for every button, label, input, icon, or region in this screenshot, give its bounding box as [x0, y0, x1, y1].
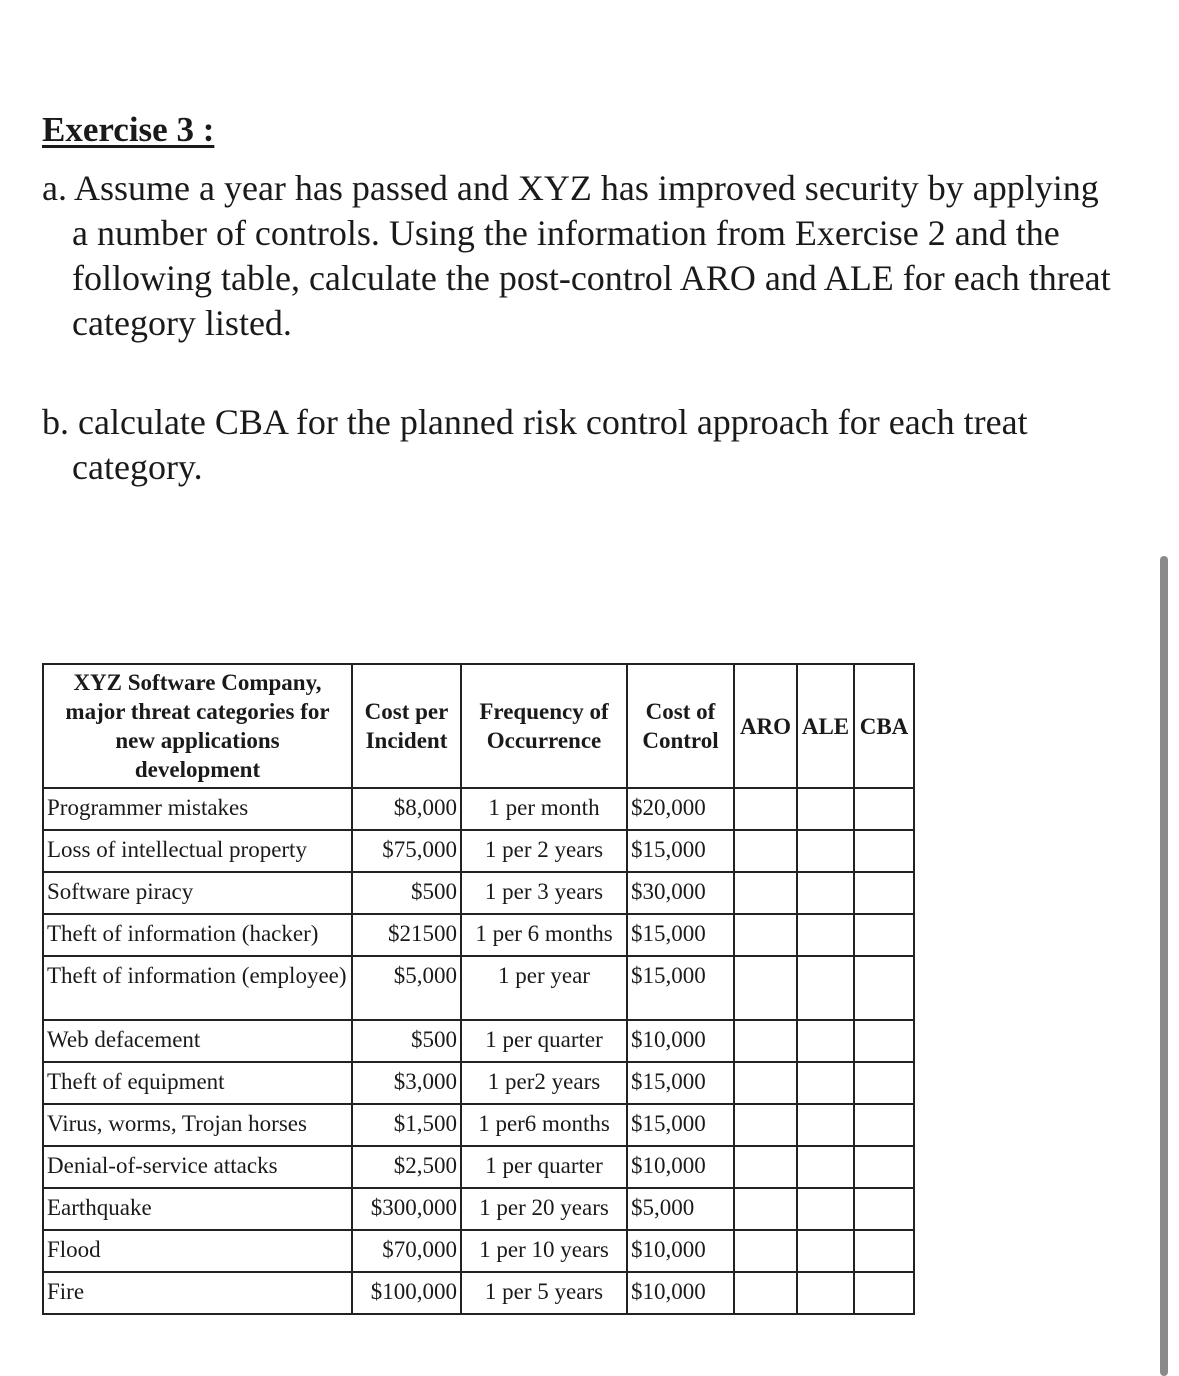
- ale-cell: [797, 788, 854, 830]
- header-cost-line-2: Incident: [365, 728, 448, 753]
- aro-cell: [734, 1272, 797, 1314]
- ale-cell: [797, 1272, 854, 1314]
- cost-cell: $70,000: [352, 1230, 461, 1272]
- threat-cell: Theft of information (hacker): [43, 914, 352, 956]
- exercise-title: Exercise 3 :: [42, 110, 215, 149]
- header-threat-line-4: development: [134, 757, 261, 782]
- ale-cell: [797, 1188, 854, 1230]
- control-cost-cell: $15,000: [627, 914, 734, 956]
- threat-cell: Theft of equipment: [43, 1062, 352, 1104]
- cost-cell: $5,000: [352, 956, 461, 1020]
- threat-table: [42, 663, 915, 1315]
- cost-cell: $3,000: [352, 1062, 461, 1104]
- table-row: [43, 1188, 914, 1230]
- cost-cell: $8,000: [352, 788, 461, 830]
- header-freq-line-1: Frequency of: [479, 699, 609, 724]
- aro-cell: [734, 1062, 797, 1104]
- cba-cell: [854, 1104, 914, 1146]
- aro-cell: [734, 1230, 797, 1272]
- frequency-cell: 1 per 5 years: [461, 1272, 627, 1314]
- threat-cell: Loss of intellectual property: [43, 830, 352, 872]
- threat-cell: Earthquake: [43, 1188, 352, 1230]
- cost-cell: $1,500: [352, 1104, 461, 1146]
- frequency-cell: 1 per 6 months: [461, 914, 627, 956]
- control-cost-cell: $15,000: [627, 956, 734, 1020]
- table-row: [43, 1020, 914, 1062]
- header-cost-per-incident: [352, 664, 461, 788]
- control-cost-cell: $10,000: [627, 1272, 734, 1314]
- control-cost-cell: $20,000: [627, 788, 734, 830]
- cba-cell: [854, 914, 914, 956]
- part-a-paragraph: [42, 166, 1177, 346]
- threat-cell: Flood: [43, 1230, 352, 1272]
- cba-cell: [854, 1062, 914, 1104]
- control-cost-cell: $15,000: [627, 1104, 734, 1146]
- frequency-cell: 1 per 2 years: [461, 830, 627, 872]
- ale-cell: [797, 1230, 854, 1272]
- cba-cell: [854, 1146, 914, 1188]
- table-row: [43, 1146, 914, 1188]
- frequency-cell: 1 per month: [461, 788, 627, 830]
- cba-cell: [854, 1230, 914, 1272]
- aro-cell: [734, 872, 797, 914]
- header-frequency: [461, 664, 627, 788]
- cba-cell: [854, 872, 914, 914]
- cba-cell: [854, 788, 914, 830]
- part-a-line-4: category listed.: [72, 303, 292, 343]
- cba-cell: [854, 830, 914, 872]
- cost-cell: $21500: [352, 914, 461, 956]
- threat-cell: Fire: [43, 1272, 352, 1314]
- frequency-cell: 1 per year: [461, 956, 627, 1020]
- ale-cell: [797, 956, 854, 1020]
- aro-cell: [734, 956, 797, 1020]
- header-threat-line-2: major threat categories for: [65, 699, 330, 724]
- cost-cell: $300,000: [352, 1188, 461, 1230]
- header-threat-line-3: new applications: [115, 728, 280, 753]
- table-row: [43, 1062, 914, 1104]
- aro-cell: [734, 1188, 797, 1230]
- aro-cell: [734, 1020, 797, 1062]
- threat-cell: Programmer mistakes: [43, 788, 352, 830]
- aro-cell: [734, 1104, 797, 1146]
- control-cost-cell: $10,000: [627, 1230, 734, 1272]
- header-freq-line-2: Occurrence: [486, 728, 602, 753]
- table-row: [43, 1230, 914, 1272]
- cba-cell: [854, 1020, 914, 1062]
- header-ale: ALE: [797, 664, 854, 788]
- frequency-cell: 1 per 10 years: [461, 1230, 627, 1272]
- header-control-line-2: Control: [642, 728, 719, 753]
- threat-cell: Theft of information (employee): [43, 956, 352, 1020]
- ale-cell: [797, 914, 854, 956]
- ale-cell: [797, 1062, 854, 1104]
- part-a-line-1: a. Assume a year has passed and XYZ has improved security by applying: [42, 168, 1099, 208]
- aro-cell: [734, 788, 797, 830]
- cba-cell: [854, 1188, 914, 1230]
- table-row: [43, 1272, 914, 1314]
- header-control-line-1: Cost of: [645, 699, 716, 724]
- frequency-cell: 1 per2 years: [461, 1062, 627, 1104]
- threat-cell: Denial-of-service attacks: [43, 1146, 352, 1188]
- ale-cell: [797, 830, 854, 872]
- frequency-cell: 1 per 3 years: [461, 872, 627, 914]
- header-aro: ARO: [734, 664, 797, 788]
- control-cost-cell: $5,000: [627, 1188, 734, 1230]
- frequency-cell: 1 per 20 years: [461, 1188, 627, 1230]
- control-cost-cell: $10,000: [627, 1146, 734, 1188]
- cost-cell: $100,000: [352, 1272, 461, 1314]
- ale-cell: [797, 1146, 854, 1188]
- part-a-line-2: a number of controls. Using the information from Exercise 2 and the: [72, 213, 1060, 253]
- control-cost-cell: $30,000: [627, 872, 734, 914]
- cost-cell: $75,000: [352, 830, 461, 872]
- aro-cell: [734, 830, 797, 872]
- table-header-row: [43, 664, 914, 788]
- ale-cell: [797, 872, 854, 914]
- cost-cell: $500: [352, 1020, 461, 1062]
- scrollbar[interactable]: [1160, 556, 1168, 1376]
- header-cba: CBA: [854, 664, 914, 788]
- table-row: [43, 830, 914, 872]
- aro-cell: [734, 1146, 797, 1188]
- header-cost-line-1: Cost per: [364, 699, 449, 724]
- frequency-cell: 1 per quarter: [461, 1020, 627, 1062]
- aro-cell: [734, 914, 797, 956]
- table-row: [43, 914, 914, 956]
- table-row: [43, 1104, 914, 1146]
- table-row: [43, 788, 914, 830]
- ale-cell: [797, 1020, 854, 1062]
- control-cost-cell: $15,000: [627, 830, 734, 872]
- part-b-line-2: category.: [72, 447, 203, 487]
- cba-cell: [854, 1272, 914, 1314]
- part-b-paragraph: [42, 400, 1177, 490]
- cost-cell: $500: [352, 872, 461, 914]
- header-threat-category: [43, 664, 352, 788]
- table-row: [43, 872, 914, 914]
- part-b-line-1: b. calculate CBA for the planned risk control approach for each treat: [42, 402, 1028, 442]
- frequency-cell: 1 per quarter: [461, 1146, 627, 1188]
- threat-cell: Virus, worms, Trojan horses: [43, 1104, 352, 1146]
- ale-cell: [797, 1104, 854, 1146]
- table-row: [43, 956, 914, 1020]
- cba-cell: [854, 956, 914, 1020]
- control-cost-cell: $15,000: [627, 1062, 734, 1104]
- header-cost-of-control: [627, 664, 734, 788]
- frequency-cell: 1 per6 months: [461, 1104, 627, 1146]
- header-threat-line-1: XYZ Software Company,: [73, 670, 322, 695]
- threat-cell: Software piracy: [43, 872, 352, 914]
- part-a-line-3: following table, calculate the post-control ARO and ALE for each threat: [72, 258, 1111, 298]
- control-cost-cell: $10,000: [627, 1020, 734, 1062]
- threat-cell: Web defacement: [43, 1020, 352, 1062]
- cost-cell: $2,500: [352, 1146, 461, 1188]
